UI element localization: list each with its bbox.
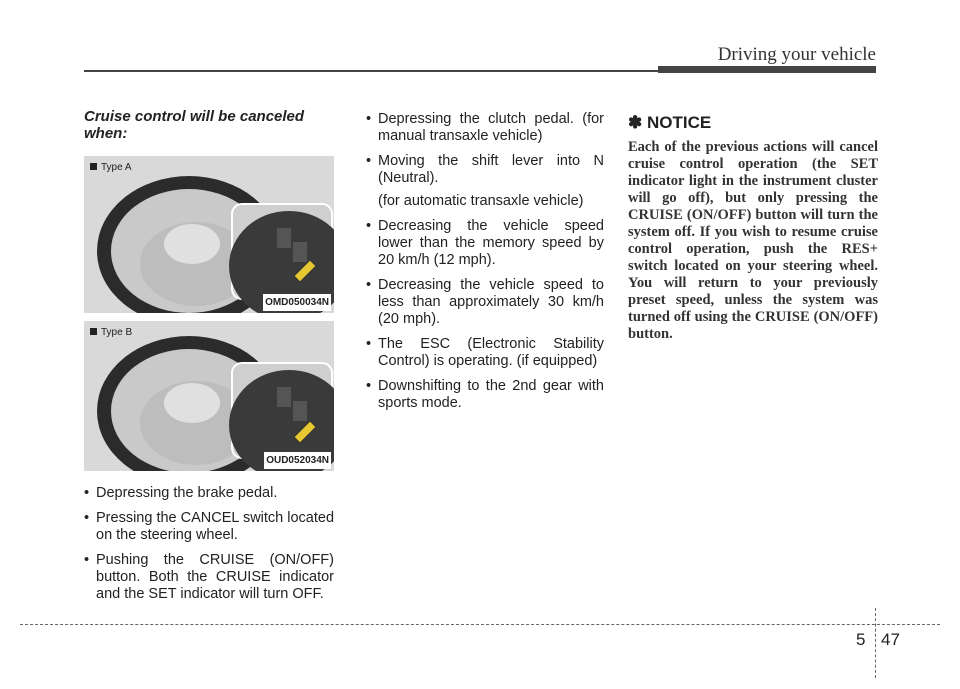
list-item: • Pressing the CANCEL switch located on the steering wheel.: [84, 510, 334, 544]
list-item: • The ESC (Electronic Stability Control) is operating. (if equipped): [366, 336, 604, 370]
bullet-list: [366, 111, 604, 412]
figure-code: OUD052034N: [264, 452, 331, 469]
figure-label: Type B: [90, 324, 132, 341]
column-left: [84, 108, 334, 611]
notice-title: ✽ NOTICE: [628, 113, 712, 132]
header-rule-accent: [658, 66, 876, 73]
notice-body: Each of the previous actions will cancel cruise control operation (the SET indicator light in the instrument cluster will go off), but only pressing the CRUISE (ON/OFF) button will turn the system off. If you wish to resume cruise control operation, push the RES+ switch located on your steering wheel. You will return to your previously preset speed, unless the system was turned off using the CRUISE (ON/OFF) button.: [628, 139, 878, 342]
bullet-list: [84, 485, 334, 603]
list-item: • Decreasing the vehicle speed lower than the memory speed by 20 km/h (12 mph).: [366, 218, 604, 269]
figure-code: OMD050034N: [263, 294, 331, 311]
footer-rule: [20, 624, 940, 625]
chapter-number: 5: [856, 630, 866, 649]
figure-label: Type A: [90, 159, 132, 176]
figure-type-a: [84, 156, 334, 313]
page-number: 47: [881, 630, 900, 649]
list-item-note: (for automatic transaxle vehicle): [378, 193, 584, 209]
column-right: [628, 108, 878, 343]
square-bullet-icon: [90, 328, 97, 335]
header-rule: [84, 70, 664, 72]
steering-wheel-illustration: [84, 156, 334, 313]
list-item: • Moving the shift lever into N (Neutral). (for automatic transaxle vehicle): [366, 153, 604, 210]
list-item: • Downshifting to the 2nd gear with sports mode.: [366, 378, 604, 412]
footer-divider: [875, 608, 876, 678]
square-bullet-icon: [90, 163, 97, 170]
list-item: • Pushing the CRUISE (ON/OFF) button. Both the CRUISE indicator and the SET indicator will turn OFF.: [84, 552, 334, 603]
steering-wheel-illustration: [84, 321, 334, 471]
column-middle: [366, 111, 604, 420]
header-title: Driving your vehicle: [717, 44, 876, 65]
list-item: • Depressing the clutch pedal. (for manual transaxle vehicle): [366, 111, 604, 145]
figure-type-b: [84, 321, 334, 471]
list-item: • Depressing the brake pedal.: [84, 485, 334, 502]
section-heading: Cruise control will be canceled when:: [84, 108, 305, 142]
asterisk-icon: ✽: [628, 113, 643, 132]
list-item: • Decreasing the vehicle speed to less than approximately 30 km/h (20 mph).: [366, 277, 604, 328]
